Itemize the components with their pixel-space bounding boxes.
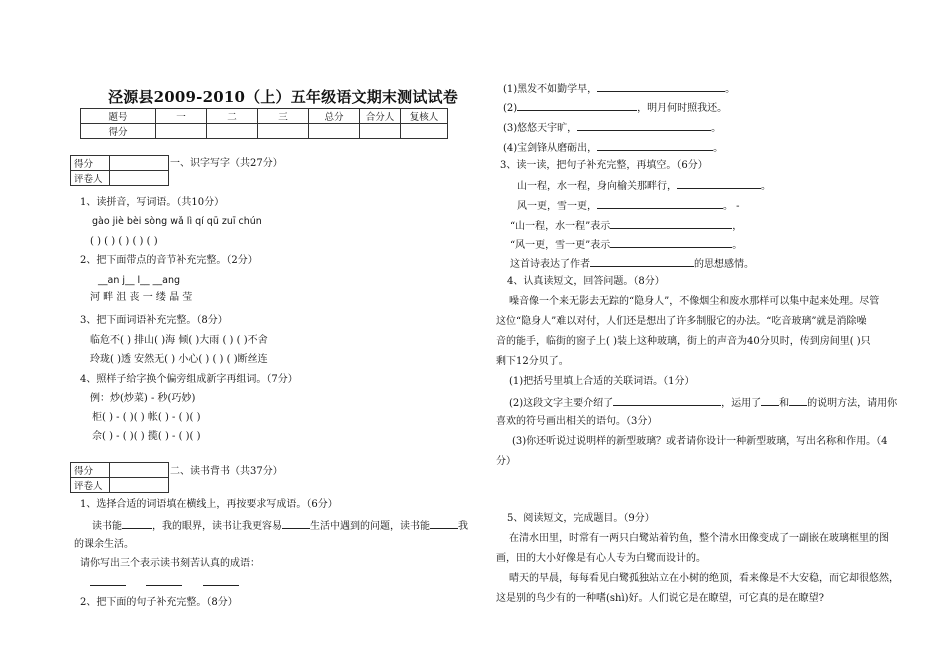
grader-box-1 <box>70 155 169 186</box>
q4-2-line <box>509 395 897 410</box>
answer-blank[interactable] <box>146 575 182 586</box>
score-header-cell: 题号 <box>81 109 156 124</box>
grader-box-2 <box>70 462 169 493</box>
q1-3-line-2[interactable]: 玲珑( )透 安然无( ) 小心( ) ( ) ( )断丝连 <box>90 354 268 365</box>
q1-2-syllables[interactable]: __an j__ l__ __ang <box>98 275 181 286</box>
poem-line-1: 山一程，水一程，身向榆关那畔行， 。 <box>517 178 771 193</box>
poem-line-2: 风一更，雪一更， 。 - <box>517 198 740 213</box>
answer-blank[interactable] <box>577 120 711 131</box>
q1-1-prompt: 1、读拼音，写词语。（共10分） <box>80 197 225 208</box>
score-header-cell: 一 <box>156 109 207 124</box>
passage-2-line-3: 晴天的早晨，每每看见白鹭孤独站立在小树的绝顶，看来像是不大安稳，而它却很悠然， <box>509 573 899 584</box>
r-text: 和 <box>779 398 790 409</box>
score-cell[interactable] <box>258 124 309 139</box>
q4-2-line-2: 喜欢的符号画出相关的语句。（3分） <box>496 416 658 427</box>
score-cell[interactable] <box>401 124 448 139</box>
q1-3-prompt: 3、把下面词语补充完整。（8分） <box>80 315 228 326</box>
answer-blank[interactable] <box>430 518 458 529</box>
r-text: 的思想感情。 <box>694 259 754 270</box>
score-header-cell: 三 <box>258 109 309 124</box>
q2-1-idiom-blanks <box>90 575 239 590</box>
r-line-2 <box>503 100 727 115</box>
passage-1-line-2: 这位“隐身人”难以对付，人们还是想出了许多制服它的办法。“吃音玻璃”就是消除噪 <box>496 316 867 327</box>
score-cell[interactable] <box>360 124 401 139</box>
r-line-3: (3)悠悠天宇旷， 。 <box>503 120 721 135</box>
score-header-cell: 总分 <box>309 109 360 124</box>
q3-prompt: 3、读一读，把句子补充完整，再填空。（6分） <box>500 160 708 171</box>
score-row-label: 得分 <box>81 124 156 139</box>
grader-score-cell[interactable] <box>110 156 169 171</box>
score-cell[interactable] <box>207 124 258 139</box>
grader-score-label: 得分 <box>71 156 110 171</box>
answer-blank[interactable] <box>597 198 723 209</box>
score-cell[interactable] <box>156 124 207 139</box>
q4-3-line-1: (3)你还听说过说明样的新型玻璃？或者请你设计一种新型玻璃，写出名称和作用。（4 <box>512 436 888 447</box>
r-text: (4)宝剑锋从磨砺出， <box>503 143 598 154</box>
score-table-header-row <box>81 109 448 124</box>
q1-4-example: 例：炒(炒菜) - 秒(巧妙) <box>90 393 196 404</box>
passage-2-line-2: 画，田的大小好像是有心人专为白鹭而设计的。 <box>496 553 706 564</box>
answer-blank[interactable] <box>789 395 807 406</box>
r-text: (3)悠悠天宇旷， <box>503 123 578 134</box>
q2-1-text-c: 生活中遇到的问题，读书能 <box>310 521 430 532</box>
score-cell[interactable] <box>309 124 360 139</box>
q1-4-line-1[interactable]: 柜( ) - ( )( ) 帐( ) - ( )( ) <box>92 412 201 423</box>
answer-blank[interactable] <box>590 256 694 267</box>
passage-2-line-1: 在清水田里，时常有一两只白鹭站着钓鱼，整个清水田像变成了一副嵌在玻璃框里的图 <box>509 533 889 544</box>
r-line-4: (4)宝剑锋从磨砺出， 。 <box>503 140 723 155</box>
poem-line-3: “山一程，水一程”表示 ， <box>510 218 742 233</box>
q2-2-prompt: 2、把下面的句子补充完整。（8分） <box>80 597 238 608</box>
q1-4-line-2[interactable]: 佘( ) - ( )( ) 揽( ) - ( )( ) <box>92 431 201 442</box>
r-text: “山一程，水一程”表示 <box>510 221 611 232</box>
answer-blank[interactable] <box>610 237 732 248</box>
q1-2-words: 河 畔 沮 丧 一 缕 晶 莹 <box>90 292 193 303</box>
q1-4-prompt: 4、照样子给字换个偏旁组成新字再组词。（7分） <box>80 374 298 385</box>
grader-name-cell[interactable] <box>110 478 169 493</box>
q5-prompt: 5、阅读短文，完成题目。（9分） <box>507 513 655 524</box>
grader-name-label: 评卷人 <box>71 478 110 493</box>
q1-3-line-1[interactable]: 临危不( ) 排山( )海 倾( )大雨 ( ) ( )不舍 <box>90 335 268 346</box>
q1-2-prompt: 2、把下面带点的音节补充完整。（2分） <box>80 255 258 266</box>
answer-blank[interactable] <box>90 575 126 586</box>
q1-1-answer-blanks[interactable]: ( ) ( ) ( ) ( ) ( ) <box>90 236 158 247</box>
q1-1-pinyin: gào jiè bèi sòng wǎ lì qí qū zuī chún <box>92 216 262 227</box>
score-header-cell: 复核人 <box>401 109 448 124</box>
r-text: (2)这段文字主要介绍了 <box>509 398 614 409</box>
r-text: 山一程，水一程，身向榆关那畔行， <box>517 181 677 192</box>
page-title: 泾源县2009-2010（上）五年级语文期末测试试卷 <box>108 88 458 106</box>
q2-1-text-a: 读书能 <box>92 521 122 532</box>
answer-blank[interactable] <box>203 575 239 586</box>
answer-blank[interactable] <box>677 178 761 189</box>
q2-1-sentence <box>92 518 468 533</box>
r-text: “风一更，雪一更”表示 <box>510 240 611 251</box>
passage-2-line-4: 这是别的鸟少有的一种嗜(shì)好。人们说它是在瞭望，可它真的是在瞭望? <box>496 593 824 604</box>
q2-1-text-e: 的课余生活。 <box>74 539 134 550</box>
poem-line-4: “风一更，雪一更”表示 。 <box>510 237 742 252</box>
grader-name-cell[interactable] <box>110 171 169 186</box>
answer-blank[interactable] <box>761 395 779 406</box>
grader-name-label: 评卷人 <box>71 171 110 186</box>
r-text: ，运用了 <box>721 398 762 409</box>
answer-blank[interactable] <box>122 518 152 529</box>
r-text: ，明月何时照我还。 <box>637 103 728 114</box>
answer-blank[interactable] <box>517 100 637 111</box>
section-2-title: 二、读书背书（共37分） <box>170 466 283 477</box>
score-header-cell: 合分人 <box>360 109 401 124</box>
q4-3-line-2: 分） <box>496 456 516 467</box>
score-header-cell: 二 <box>207 109 258 124</box>
q2-1-text-b: ，我的眼界，读书让我更容易 <box>152 521 282 532</box>
grader-score-label: 得分 <box>71 463 110 478</box>
q2-1-prompt: 1、选择合适的词语填在横线上，再按要求写成语。（6分） <box>80 499 338 510</box>
q4-prompt: 4、认真读短文，回答问题。（8分） <box>507 276 665 287</box>
answer-blank[interactable] <box>597 81 725 92</box>
q2-1-text-d: 我 <box>458 521 468 532</box>
passage-1-line-3: 音的能手，临街的窗子上( )装上这种玻璃，街上的声音为40分贝时，传到房间里( )只 <box>496 336 871 347</box>
answer-blank[interactable] <box>597 140 713 151</box>
score-table <box>80 108 448 139</box>
r-line-1: (1)黑发不如勤学早， 。 <box>503 81 735 96</box>
r-text: 的说明方法，请用你 <box>807 398 898 409</box>
r-text: (1)黑发不如勤学早， <box>503 84 598 95</box>
answer-blank[interactable] <box>610 218 732 229</box>
q4-1-prompt: (1)把括号里填上合适的关联词语。（1分） <box>509 376 695 387</box>
q2-1-idiom-prompt: 请你写出三个表示读书刻苦认真的成语： <box>80 558 260 569</box>
poem-line-5 <box>510 256 754 271</box>
grader-score-cell[interactable] <box>110 463 169 478</box>
r-text: 风一更，雪一更， <box>517 201 597 212</box>
r-text: 这首诗表达了作者 <box>510 259 590 270</box>
section-1-title: 一、识字写字（共27分） <box>170 158 283 169</box>
score-table-row <box>81 124 448 139</box>
passage-1-line-1: 噪音像一个来无影去无踪的“隐身人”，不像烟尘和废水那样可以集中起来处理。尽管 <box>509 296 880 307</box>
r-text: (2) <box>503 103 518 114</box>
answer-blank[interactable] <box>613 395 721 406</box>
passage-1-line-4: 剩下12分贝了。 <box>496 356 569 367</box>
answer-blank[interactable] <box>282 518 310 529</box>
